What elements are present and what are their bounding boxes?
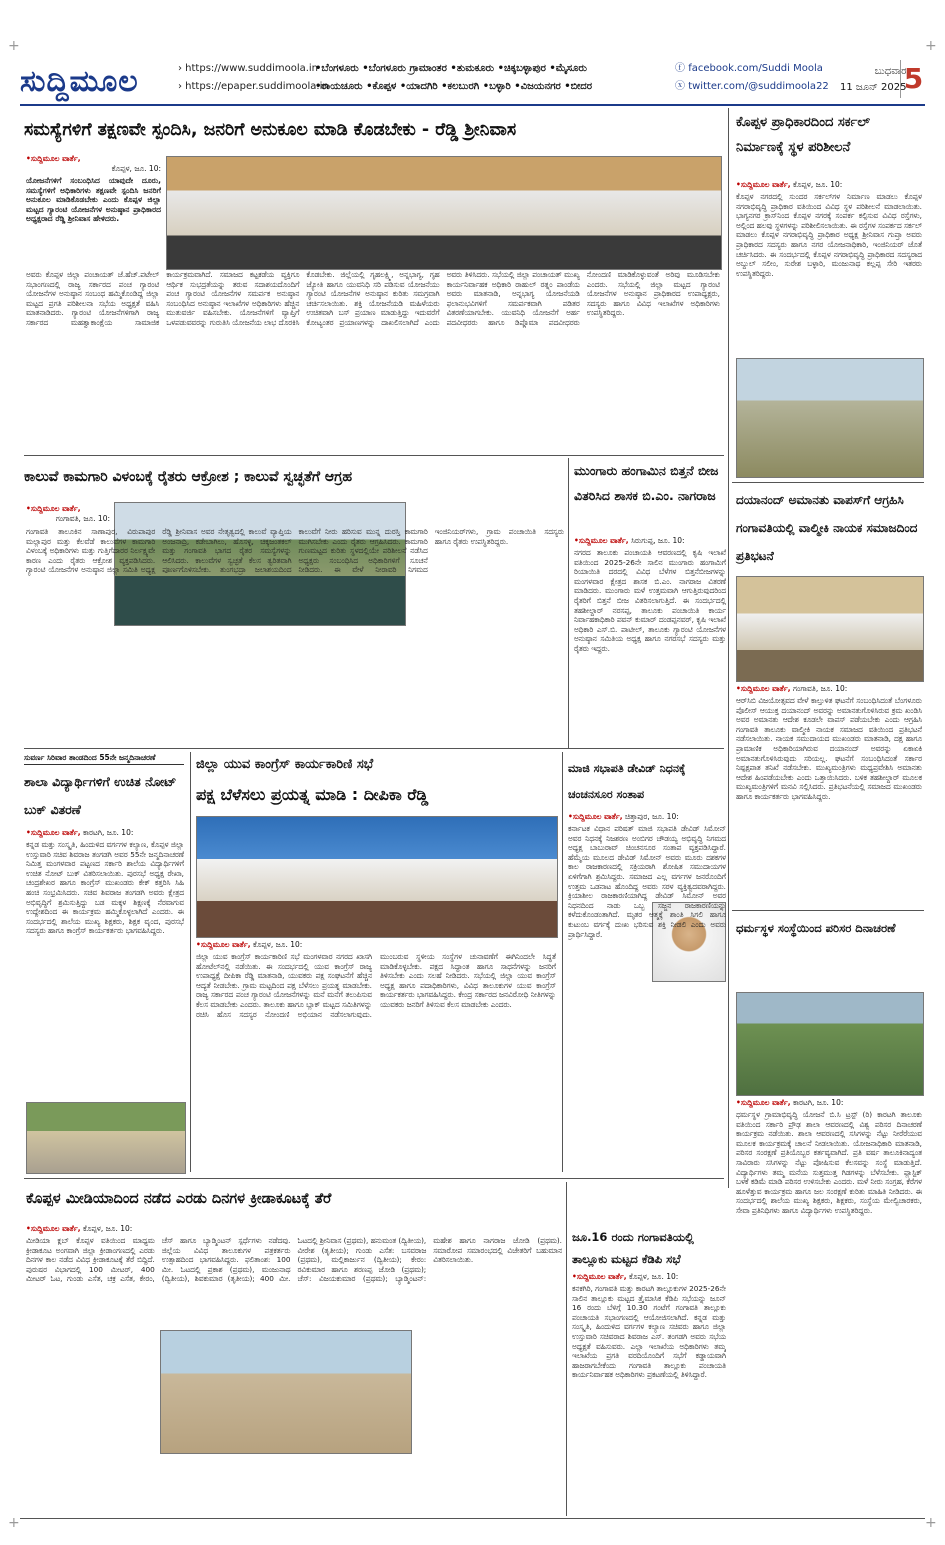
kdp-headline: ಜೂ.16 ರಂದು ಗಂಗಾವತಿಯಲ್ಲಿ ತಾಲ್ಲೂಕು ಮಟ್ಟದ ಕೆಡಿಪಿ ಸಭೆ <box>572 1230 694 1266</box>
canal-headline: ಕಾಲುವೆ ಕಾಮಗಾರಿ ವಿಳಂಬಕ್ಕೆ ರೈತರು ಆಕ್ರೋಶ ; ಕಾಲುವೆ ಸ್ವಚ್ಛತೆಗೆ ಆಗ್ರಹ <box>24 469 353 485</box>
dharmasthala-byline <box>736 1098 922 1108</box>
walmiki-photo <box>736 576 924 682</box>
lead-intro: ಯೋಜನೆಗಳಿಗೆ ಸಂಬಂಧಿಸಿದ ಯಾವುದೇ ದೂರು, ಸಮಸ್ಯೆಗಳಿಗೆ ಅಧಿಕಾರಿಗಳು ತಕ್ಷಣವೇ ಸ್ಪಂದಿಸಿ ಜನರಿಗೆ ಅನುಕೂಲ ಮಾಡಿಕೊಡಬೇಕು ಎಂದು ಕೊಪ್ಪಳ ಜಿಲ್ಲಾ ಮಟ್ಟದ ಗ್ಯಾರಂಟಿ ಯೋಜನೆಗಳ ಅನುಷ್ಠಾನ ಪ್ರಾಧಿಕಾರದ ಅಧ್ಯಕ್ಷರಾದ ರೆಡ್ಡಿ ಶ್ರೀನಿವಾಸ ಹೇಳಿದರು. <box>26 176 161 224</box>
dateline: ಕೊಪ್ಪಳ, ಜೂ. 10: <box>252 940 303 949</box>
canal-byline <box>26 504 110 524</box>
column-divider <box>568 458 569 748</box>
dateline: ಕಾರಟಗಿ, ಜೂ. 10: <box>792 1098 844 1107</box>
dateline: ಸಿರುಗುಪ್ಪ, ಜೂ. 10: <box>630 536 685 545</box>
seeds-body: ನಗರದ ತಾಲೂಕು ಪಂಚಾಯತಿ ಆವರಣದಲ್ಲಿ ಕೃಷಿ ಇಲಾಖೆ ವತಿಯಿಂದ 2025-26ನೇ ಸಾಲಿನ ಮುಂಗಾರು ಹಂಗಾಮಿಗೆ ರಿಯಾಯಿತಿ ದರದಲ್ಲಿ ವಿವಿಧ ಬೆಳೆಗಳ ಬಿತ್ತನೆಬೀಜಗಳನ್ನು ಮಂಗಳವಾರ ಕ್ಷೇತ್ರದ ಶಾಸಕ ಬಿ.ಎಂ. ನಾಗರಾಜ ವಿತರಣೆ ಮಾಡಿದರು. ಮುಂಗಾರು ಮಳೆ ಉತ್ತಮವಾಗಿ ಆಗುತ್ತಿರುವುದರಿಂದ ರೈತರಿಗೆ ಬಿತ್ತನೆ ಬೀಜ ವಿತರಿಸಲಾಗುತ್ತಿದೆ. ಈ ಸಂದರ್ಭದಲ್ಲಿ ತಹಶೀಲ್ದಾರ್ ನರಸಪ್ಪ, ತಾಲೂಕು ಪಂಚಾಯಿತಿ ಕಾರ್ಯ ನಿರ್ವಾಹಕಾಧಿಕಾರಿ ಪವನ್ ಕುಮಾರ್ ದಂಡಪ್ಪನವರ್, ಕೃಷಿ ಇಲಾಖೆ ಅಧಿಕಾರಿ ಎಸ್.ಬಿ. ಪಾಟೀಲ್, ತಾಲೂಕು ಗ್ಯಾರಂಟಿ ಯೋಜನೆಗಳ ಅನುಷ್ಠಾನ ಸಮಿತಿಯ ಅಧ್ಯಕ್ಷ ಹಾಗೂ ನಗರಸಭೆ ಸದಸ್ಯರು ಮತ್ತು ರೈತರು ಇದ್ದರು. <box>574 548 726 653</box>
dateline: ಕೊಪ್ಪಳ, ಜೂ. 10: <box>82 1224 133 1233</box>
city-editions <box>315 60 675 96</box>
twitter-link[interactable] <box>675 78 829 96</box>
twitter-icon: ⓧ <box>675 81 689 92</box>
column-divider <box>562 752 563 1172</box>
dateline: ಕೊಪ್ಪಳ, ಜೂ. 10: <box>628 1272 679 1281</box>
byline-label: •ಸುದ್ದಿಮೂಲ ವಾರ್ತೆ, <box>196 940 251 949</box>
byline-label: •ಸುದ್ದಿಮೂಲ ವಾರ್ತೆ, <box>26 1224 81 1233</box>
website-link[interactable]: › https://www.suddimoola.in <box>178 63 319 74</box>
dateline: ಕೊಪ್ಪಳ, ಜೂ. 10: <box>792 180 843 189</box>
byline-label: •ಸುದ್ದಿಮೂಲ ವಾರ್ತೆ, <box>26 828 81 837</box>
dateline: ಕಾರಟಗಿ, ಜೂ. 10: <box>82 828 134 837</box>
registration-mark-bottom-left: + <box>8 1515 20 1531</box>
youth-photo <box>196 816 558 938</box>
column-divider <box>190 752 191 1172</box>
registration-mark-top-right: + <box>925 38 937 54</box>
facebook-handle: facebook.com/Suddi Moola <box>688 63 823 74</box>
lead-photo <box>166 156 722 270</box>
byline-label: •ಸುದ್ದಿಮೂಲ ವಾರ್ತೆ, <box>736 684 791 693</box>
page-number: 5 <box>900 60 926 98</box>
seeds-byline <box>574 536 726 546</box>
city-list-row-2: •ರಾಯಚೂರು •ಕೊಪ್ಪಳ •ಯಾದಗಿರಿ •ಕಲಬುರಗಿ •ಬಳ್ಳಾರಿ •ವಿಜಯನಗರ •ಬೀದರ <box>315 81 592 92</box>
school-body: ಕನ್ನಡ ಮತ್ತು ಸಂಸ್ಕೃತಿ, ಹಿಂದುಳಿದ ವರ್ಗಗಳ ಕಲ್ಯಾಣ, ಕೊಪ್ಪಳ ಜಿಲ್ಲಾ ಉಸ್ತುವಾರಿ ಸಚಿವ ಶಿವರಾಜ ತಂಗಡಗಿ ಅವರ 55ನೇ ಜನ್ಮದಿನಾಚರಣೆ ನಿಮಿತ್ತ ಮಂಗಳವಾರ ಪಟ್ಟಣದ ಸರ್ಕಾರಿ ಶಾಲೆಯ ವಿದ್ಯಾರ್ಥಿಗಳಿಗೆ ಉಚಿತ ನೋಟ್ ಬುಕ್ ವಿತರಿಸಲಾಯಿತು. ಪುರಸಭೆ ಅಧ್ಯಕ್ಷ ರೇಖಾ, ಚಂದ್ರಶೇಖರ ಹಾಗೂ ಕಾಂಗ್ರೆಸ್ ಮುಖಂಡರು ಕೇಕ್ ಕತ್ತರಿಸಿ ಸಿಹಿ ಹಂಚಿ ಸಂಭ್ರಮಿಸಿದರು. ಸಚಿವ ಶಿವರಾಜ ತಂಗಡಗಿ ಅವರು ಕ್ಷೇತ್ರದ ಅಭಿವೃದ್ಧಿಗೆ ಶ್ರಮಿಸುತ್ತಿದ್ದು ಬಡ ಮಕ್ಕಳ ಶಿಕ್ಷಣಕ್ಕೆ ನೆರವಾಗುವ ಉದ್ದೇಶದಿಂದ ಈ ಕಾರ್ಯಕ್ರಮ ಹಮ್ಮಿಕೊಳ್ಳಲಾಗಿದೆ ಎಂದರು. ಈ ಸಂದರ್ಭದಲ್ಲಿ ಶಾಲೆಯ ಮುಖ್ಯ ಶಿಕ್ಷಕರು, ಶಿಕ್ಷಕ ವೃಂದ, ಪುರಸಭೆ ಸದಸ್ಯರು ಹಾಗೂ ಕಾಂಗ್ರೆಸ್ ಕಾರ್ಯಕರ್ತರು ಭಾಗವಹಿಸಿದ್ದರು. <box>26 840 184 936</box>
canal-body: ಗಂಗಾವತಿ ತಾಲೂಕಿನ ಸಾಣಾಪುರ, ವಿರುಪಾಪುರ ಮಲ್ಲಾಪುರ ಮತ್ತು ಕೆಲವೆಡೆ ಕಾಲುವೆಗಳ ಕಾಮಗಾರಿ ವಿಳಂಬಕ್ಕೆ ಅಧಿಕಾರಿಗಳು ಮತ್ತು ಗುತ್ತಿಗೆದಾರರ ನಿರ್ಲಕ್ಷ್ಯವೇ ಕಾರಣ ಎಂದು ರೈತರು ಆಕ್ರೋಶ ವ್ಯಕ್ತಪಡಿಸಿದರು. ಗ್ಯಾರಂಟಿ ಯೋಜನೆಗಳ ಅನುಷ್ಠಾನ ಜಿಲ್ಲಾ ಸಮಿತಿ ಅಧ್ಯಕ್ಷ ರೆಡ್ಡಿ ಶ್ರೀನಿವಾಸ ಅವರ ನೇತೃತ್ವದಲ್ಲಿ ಕಾಲುವೆ ವ್ಯಾಪ್ತಿಯ ಅಂಜನಾದ್ರಿ, ಕಡೇಬಾಗಿಲು, ಹೊಸಳ್ಳಿ, ಚಿಕ್ಕಜಂತಕಲ್ ಮತ್ತು ಗಂಗಾವತಿ ಭಾಗದ ರೈತರ ಸಮಸ್ಯೆಗಳನ್ನು ಆಲಿಸಿದರು. ಕಾಲುವೆಗಳ ಸ್ವಚ್ಛತೆ ಕೆಲಸ ತ್ವರಿತವಾಗಿ ಪೂರ್ಣಗೊಳಿಸಬೇಕು. ತುಂಗಭದ್ರಾ ಜಲಾಶಯದಿಂದ ಕಾಲುವೆಗೆ ನೀರು ಹರಿಸುವ ಮುನ್ನ ದುರಸ್ತಿ ಕಾಮಗಾರಿ ಮುಗಿಸಬೇಕು ಎಂದು ರೈತರು ಆಗ್ರಹಿಸಿದರು. ಕಾಮಗಾರಿ ಗುಣಮಟ್ಟದ ಕುರಿತು ಸ್ಥಳದಲ್ಲಿಯೇ ಪರಿಶೀಲನೆ ನಡೆಸಿದ ಅಧ್ಯಕ್ಷರು ಸಂಬಂಧಿಸಿದ ಅಧಿಕಾರಿಗಳಿಗೆ ಸೂಚನೆ ನೀಡಿದರು. ಈ ವೇಳೆ ನೀರಾವರಿ ನಿಗಮದ ಇಂಜಿನಿಯರ್‌ಗಳು, ಗ್ರಾಮ ಪಂಚಾಯಿತಿ ಸದಸ್ಯರು ಹಾಗೂ ರೈತರು ಉಪಸ್ಥಿತರಿದ್ದರು. <box>26 527 564 575</box>
epaper-link[interactable]: › https://epaper.suddimoola.in <box>178 81 329 92</box>
facebook-icon: ⓕ <box>675 63 689 74</box>
dateline: ಕೊಪ್ಪಳ, ಜೂ. 10: <box>111 164 161 173</box>
youth-headline: ಪಕ್ಷ ಬೆಳೆಸಲು ಪ್ರಯತ್ನ ಮಾಡಿ : ದೀಪಿಕಾ ರೆಡ್ಡಿ <box>196 785 429 804</box>
byline-label: •ಸುದ್ದಿಮೂಲ ವಾರ್ತೆ, <box>26 504 81 513</box>
school-kicker <box>24 752 184 765</box>
seeds-headline: ಮುಂಗಾರು ಹಂಗಾಮಿನ ಬಿತ್ತನೆ ಬೀಜ ವಿತರಿಸಿದ ಶಾಸಕ ಬಿ.ಎಂ. ನಾಗರಾಜ <box>574 463 719 503</box>
sports-body: ಮೀಡಿಯಾ ಕ್ಲಬ್ ಕೊಪ್ಪಳ ವತಿಯಿಂದ ಮಾಧ್ಯಮ ಕ್ರೀಡಾಕೂಟ ಅಂಗವಾಗಿ ಜಿಲ್ಲಾ ಕ್ರೀಡಾಂಗಣದಲ್ಲಿ ಎರಡು ದಿನಗಳ ಕಾಲ ನಡೆದ ವಿವಿಧ ಕ್ರೀಡಾಕೂಟಕ್ಕೆ ತೆರೆ ಬಿದ್ದಿದೆ. ಪುರುಷರ ವಿಭಾಗದಲ್ಲಿ 100 ಮೀಟರ್, 400 ಮೀಟರ್ ಓಟ, ಗುಂಡು ಎಸೆತ, ಚಕ್ರ ಎಸೆತ, ಕೇರಂ, ಚೆಸ್ ಹಾಗೂ ಬ್ಯಾಡ್ಮಿಂಟನ್ ಸ್ಪರ್ಧೆಗಳು ನಡೆದವು. ಜಿಲ್ಲೆಯ ವಿವಿಧ ತಾಲೂಕುಗಳ ಪತ್ರಕರ್ತರು ಉತ್ಸಾಹದಿಂದ ಭಾಗವಹಿಸಿದ್ದರು. ಫಲಿತಾಂಶ: 100 ಮೀ. ಓಟದಲ್ಲಿ ಪ್ರಕಾಶ (ಪ್ರಥಮ), ಮಂಜುನಾಥ (ದ್ವಿತೀಯ), ಶಿವಕುಮಾರ (ತೃತೀಯ); 400 ಮೀ. ಓಟದಲ್ಲಿ ಶ್ರೀನಿವಾಸ (ಪ್ರಥಮ), ಹನುಮಂತ (ದ್ವಿತೀಯ), ವೀರೇಶ (ತೃತೀಯ); ಗುಂಡು ಎಸೆತ: ಬಸವರಾಜ (ಪ್ರಥಮ), ಮಲ್ಲಿಕಾರ್ಜುನ (ದ್ವಿತೀಯ); ಕೇರಂ: ರವಿಕುಮಾರ ಹಾಗೂ ಶರಣಪ್ಪ ಜೋಡಿ (ಪ್ರಥಮ); ಚೆಸ್: ವಿಜಯಕುಮಾರ (ಪ್ರಥಮ); ಬ್ಯಾಡ್ಮಿಂಟನ್: ಮಹೇಶ ಹಾಗೂ ನಾಗರಾಜ ಜೋಡಿ (ಪ್ರಥಮ). ಸಮಾರೋಪ ಸಮಾರಂಭದಲ್ಲಿ ವಿಜೇತರಿಗೆ ಬಹುಮಾನ ವಿತರಿಸಲಾಯಿತು. <box>26 1236 562 1284</box>
kdp-body: ಕನಕಗಿರಿ, ಗಂಗಾವತಿ ಮತ್ತು ಕಾರಟಗಿ ತಾಲ್ಲೂಕುಗಳ 2025-26ನೇ ಸಾಲಿನ ತಾಲ್ಲೂಕು ಮಟ್ಟದ ತ್ರೈಮಾಸಿಕ ಕೆಡಿಪಿ ಸಭೆಯನ್ನು ಜೂನ್ 16 ರಂದು ಬೆಳಿಗ್ಗೆ 10.30 ಗಂಟೆಗೆ ಗಂಗಾವತಿ ತಾಲ್ಲೂಕು ಪಂಚಾಯತಿ ಸಭಾಂಗಣದಲ್ಲಿ ಆಯೋಜಿಸಲಾಗಿದೆ. ಕನ್ನಡ ಮತ್ತು ಸಂಸ್ಕೃತಿ, ಹಿಂದುಳಿದ ವರ್ಗಗಳ ಕಲ್ಯಾಣ ಸಚಿವರು ಹಾಗೂ ಜಿಲ್ಲಾ ಉಸ್ತುವಾರಿ ಸಚಿವರಾದ ಶಿವರಾಜ ಎಸ್. ತಂಗಡಗಿ ಅವರು ಸಭೆಯ ಅಧ್ಯಕ್ಷತೆ ವಹಿಸುವರು. ಎಲ್ಲಾ ಇಲಾಖೆಯ ಅಧಿಕಾರಿಗಳು ತಮ್ಮ ಇಲಾಖೆಯ ಪ್ರಗತಿ ವರದಿಯೊಂದಿಗೆ ಸಭೆಗೆ ಕಡ್ಡಾಯವಾಗಿ ಹಾಜರಾಗಬೇಕೆಂದು ಗಂಗಾವತಿ ತಾಲ್ಲೂಕು ಪಂಚಾಯತಿ ಕಾರ್ಯನಿರ್ವಾಹಕ ಅಧಿಕಾರಿಗಳು ಪ್ರಕಟಣೆಯಲ್ಲಿ ತಿಳಿಸಿದ್ದಾರೆ. <box>572 1284 726 1380</box>
dateline: ಗಂಗಾವತಿ, ಜೂ. 10: <box>55 514 110 523</box>
walmiki-headline: ದಯಾನಂದ್ ಅಮಾನತು ವಾಪಸ್‌ಗೆ ಆಗ್ರಹಿಸಿ ಗಂಗಾವತಿಯಲ್ಲಿ ವಾಲ್ಮೀಕಿ ನಾಯಕ ಸಮಾಜದಿಂದ ಪ್ರತಿಭಟನೆ <box>736 493 918 563</box>
masthead-rule <box>20 104 925 106</box>
dateline: ಗಂಗಾವತಿ, ಜೂ. 10: <box>792 684 848 693</box>
byline-label: •ಸುದ್ದಿಮೂಲ ವಾರ್ತೆ, <box>572 1272 627 1281</box>
kicker-text: ಸುವರ್ಣ ಸಿರಿವಾರ ತಾಂಡದಿಂದ 55ನೇ ಜನ್ಮದಿನಾಚರಣೆ <box>24 753 156 762</box>
facebook-link[interactable] <box>675 60 829 78</box>
section-divider <box>732 910 924 911</box>
lead-byline <box>26 154 161 174</box>
column-divider <box>566 1182 567 1516</box>
byline-label: •ಸುದ್ದಿಮೂಲ ವಾರ್ತೆ, <box>568 812 623 821</box>
right-top-headline: ಕೊಪ್ಪಳ ಪ್ರಾಧಿಕಾರದಿಂದ ಸರ್ಕಲ್ ನಿರ್ಮಾಣಕ್ಕೆ ಸ್ಥಳ ಪರಿಶೀಲನೆ <box>736 115 870 155</box>
social-links <box>675 60 829 96</box>
school-photo <box>26 1102 186 1174</box>
section-divider <box>732 482 924 483</box>
weekday: ಬುಧವಾರ <box>874 66 907 77</box>
obituary-body: ಕರ್ನಾಟಕ ವಿಧಾನ ಪರಿಷತ್ ಮಾಜಿ ಸಭಾಪತಿ ಡೇವಿಡ್ ಸಿಮೋನ್ ಅವರ ನಿಧನಕ್ಕೆ ನಿಜಶರಣ ಅಂಬಿಗರ ಚೌಡಯ್ಯ ಅಭಿವೃದ್ಧಿ ನಿಗಮದ ಅಧ್ಯಕ್ಷ ಬಾಬುರಾವ್ ಚಿಂಚನಸೂರ ಸಂತಾಪ ವ್ಯಕ್ತಪಡಿಸಿದ್ದಾರೆ. ಹೆಮ್ಮೆಯ ಮೂಲದ ಡೇವಿಡ್ ಸಿಮೋನ್ ಅವರು ಮೂರು ದಶಕಗಳ ಕಾಲ ರಾಜಕಾರಣದಲ್ಲಿ ಸಕ್ರಿಯರಾಗಿ ಶೋಷಿತ ಸಮುದಾಯಗಳ ಏಳಿಗೆಗಾಗಿ ಶ್ರಮಿಸಿದ್ದರು. ಸಮಾಜದ ಎಲ್ಲ ವರ್ಗಗಳ ಜನರೊಂದಿಗೆ ಉತ್ತಮ ಒಡನಾಟ ಹೊಂದಿದ್ದ ಅವರು ಸರಳ ವ್ಯಕ್ತಿತ್ವದವರಾಗಿದ್ದರು. ಕ್ರಿಯಾಶೀಲ ರಾಜಕಾರಣಿಯಾಗಿದ್ದ ಡೇವಿಡ್ ಸಿಮೋನ್ ಅವರ ನಿಧನದಿಂದ ನಾಡು ಒಬ್ಬ ಸಜ್ಜನ ರಾಜಕಾರಣಿಯನ್ನು ಕಳೆದುಕೊಂಡಂತಾಗಿದೆ. ಮೃತರ ಆತ್ಮಕ್ಕೆ ಶಾಂತಿ ಸಿಗಲಿ ಹಾಗೂ ಕುಟುಂಬ ವರ್ಗಕ್ಕೆ ದುಃಖ ಭರಿಸುವ ಶಕ್ತಿ ನೀಡಲಿ ಎಂದು ಅವರು ಪ್ರಾರ್ಥಿಸಿದ್ದಾರೆ. <box>568 824 726 939</box>
newspaper-logo: ಸುದ್ದಿಮೂಲ <box>20 64 139 99</box>
right-top-body: ಕೊಪ್ಪಳ ನಗರದಲ್ಲಿ ಸುಂದರ ಸರ್ಕಲ್‌ಗಳ ನಿರ್ಮಾಣ ಮಾಡಲು ಕೊಪ್ಪಳ ನಗರಾಭಿವೃದ್ಧಿ ಪ್ರಾಧಿಕಾರ ವತಿಯಿಂದ ವಿವಿಧ ಸ್ಥಳ ಪರಿಶೀಲನೆ ಮಾಡಲಾಯಿತು. ಭಾಗ್ಯನಗರ ಕ್ರಾಸ್‌ನಿಂದ ಕೊಪ್ಪಳ ನಗರಕ್ಕೆ ಸಂಪರ್ಕ ಕಲ್ಪಿಸುವ ವಿವಿಧ ರಸ್ತೆಗಳು, ಅಲ್ಲಿಂದ ಹಲವು ಸ್ಥಳಗಳನ್ನು ಪರಿಶೀಲಿಸಲಾಯಿತು. ಈ ರಸ್ತೆಗಳ ಸಂಪರ್ಕದ ಸರ್ಕಲ್ ಮಾಡಲು ಕೊಪ್ಪಳ ನಗರಾಭಿವೃದ್ಧಿ ಪ್ರಾಧಿಕಾರ ಅಧ್ಯಕ್ಷ ಶ್ರೀನಿವಾಸ ಗುಪ್ತಾ ಅವರು ಪ್ರಾಧಿಕಾರದ ಸದಸ್ಯರು ಹಾಗೂ ನಗರ ಯೋಜನಾಧಿಕಾರಿ, ಇಂಜಿನಿಯರ್ ಜೊತೆ ಚರ್ಚಿಸಿದರು. ಈ ಸಂದರ್ಭದಲ್ಲಿ ಕೊಪ್ಪಳ ನಗರಾಭಿವೃದ್ಧಿ ಪ್ರಾಧಿಕಾರದ ಸದಸ್ಯರಾದ ಅಬ್ದುಲ್ ಸಲೀಂ, ಸುರೇಶ ಬಳ್ಳಾರಿ, ಮಂಜುನಾಥ ಕಲ್ಲಪ್ಪ ಸೇರಿ ಇತರರು ಉಪಸ್ಥಿತರಿದ್ದರು. <box>736 192 922 278</box>
obituary-byline <box>568 812 726 822</box>
section-divider <box>24 455 724 456</box>
issue-date <box>840 64 906 96</box>
kdp-byline <box>572 1272 726 1282</box>
dateline: ಚಿತ್ತಾಪುರ, ಜೂ. 10: <box>624 812 679 821</box>
walmiki-body: ಆರ್‌ಸಿಬಿ ವಿಜಯೋತ್ಸವದ ವೇಳೆ ಕಾಲ್ತುಳಿತ ಘಟನೆಗೆ ಸಂಬಂಧಿಸಿದಂತೆ ಬೆಂಗಳೂರು ಪೊಲೀಸ್ ಆಯುಕ್ತ ದಯಾನಂದ್ ಅವರನ್ನು ಅಮಾನತುಗೊಳಿಸಿರುವ ಕ್ರಮ ಖಂಡಿಸಿ ಅವರ ಅಮಾನತು ಆದೇಶ ಕೂಡಲೇ ವಾಪಸ್ ಪಡೆಯಬೇಕು ಎಂದು ಆಗ್ರಹಿಸಿ ಗಂಗಾವತಿ ತಾಲೂಕು ವಾಲ್ಮೀಕಿ ನಾಯಕ ಸಮಾಜದ ವತಿಯಿಂದ ಪ್ರತಿಭಟನೆ ನಡೆಸಲಾಯಿತು. ನಾಯಕ ಸಮುದಾಯದ ಮುಖಂಡರು ಮಾತನಾಡಿ, ದಕ್ಷ ಹಾಗೂ ಪ್ರಾಮಾಣಿಕ ಅಧಿಕಾರಿಯಾಗಿರುವ ದಯಾನಂದ್ ಅವರನ್ನು ಏಕಾಏಕಿ ಅಮಾನತುಗೊಳಿಸಿರುವುದು ಸರಿಯಲ್ಲ. ಘಟನೆಗೆ ಸಂಬಂಧಿಸಿದಂತೆ ಸರ್ಕಾರ ನಿಷ್ಪಕ್ಷಪಾತ ತನಿಖೆ ನಡೆಸಬೇಕು. ಮುಖ್ಯಮಂತ್ರಿಗಳು ಮಧ್ಯಪ್ರವೇಶಿಸಿ ಅಮಾನತು ಆದೇಶ ಹಿಂಪಡೆಯಬೇಕು ಎಂದು ಒತ್ತಾಯಿಸಿದರು. ಬಳಿಕ ತಹಶೀಲ್ದಾರ್ ಮೂಲಕ ಮುಖ್ಯಮಂತ್ರಿಗಳಿಗೆ ಮನವಿ ಸಲ್ಲಿಸಿದರು. ಪ್ರತಿಭಟನೆಯಲ್ಲಿ ಸಮಾಜದ ಮುಖಂಡರು ಹಾಗೂ ಕಾರ್ಯಕರ್ತರು ಭಾಗವಹಿಸಿದ್ದರು. <box>736 696 922 801</box>
youth-body: ಜಿಲ್ಲಾ ಯುವ ಕಾಂಗ್ರೆಸ್ ಕಾರ್ಯಕಾರಿಣಿ ಸಭೆ ಮಂಗಳವಾರ ನಗರದ ಖಾಸಗಿ ಹೋಟೆಲ್‌ನಲ್ಲಿ ನಡೆಯಿತು. ಈ ಸಂದರ್ಭದಲ್ಲಿ ಯುವ ಕಾಂಗ್ರೆಸ್ ರಾಜ್ಯ ಉಪಾಧ್ಯಕ್ಷೆ ದೀಪಿಕಾ ರೆಡ್ಡಿ ಮಾತನಾಡಿ, ಯುವಕರು ಪಕ್ಷ ಸಂಘಟನೆಗೆ ಹೆಚ್ಚಿನ ಆದ್ಯತೆ ನೀಡಬೇಕು. ಗ್ರಾಮ ಮಟ್ಟದಿಂದ ಪಕ್ಷ ಬೆಳೆಸಲು ಪ್ರಯತ್ನ ಮಾಡಬೇಕು. ರಾಜ್ಯ ಸರ್ಕಾರದ ಪಂಚ ಗ್ಯಾರಂಟಿ ಯೋಜನೆಗಳನ್ನು ಮನೆ ಮನೆಗೆ ತಲುಪಿಸುವ ಕೆಲಸ ಮಾಡಬೇಕು ಎಂದರು. ತಾಲೂಕು ಹಾಗೂ ಬ್ಲಾಕ್ ಮಟ್ಟದ ಸಮಿತಿಗಳನ್ನು ರಚಿಸಿ ಹೊಸ ಸದಸ್ಯರ ನೋಂದಣಿ ಅಭಿಯಾನ ನಡೆಸಲಾಗುವುದು. ಮುಂಬರುವ ಸ್ಥಳೀಯ ಸಂಸ್ಥೆಗಳ ಚುನಾವಣೆಗೆ ಈಗಿನಿಂದಲೇ ಸಿದ್ಧತೆ ಮಾಡಿಕೊಳ್ಳಬೇಕು. ಪಕ್ಷದ ಸಿದ್ಧಾಂತ ಹಾಗೂ ಸಾಧನೆಗಳನ್ನು ಜನರಿಗೆ ತಿಳಿಸಬೇಕು ಎಂದು ಸಲಹೆ ನೀಡಿದರು. ಸಭೆಯಲ್ಲಿ ಜಿಲ್ಲಾ ಯುವ ಕಾಂಗ್ರೆಸ್ ಅಧ್ಯಕ್ಷ ಹಾಗೂ ಪದಾಧಿಕಾರಿಗಳು, ವಿವಿಧ ತಾಲೂಕುಗಳ ಯುವ ಕಾಂಗ್ರೆಸ್ ಕಾರ್ಯಕರ್ತರು ಭಾಗವಹಿಸಿದ್ದರು. ಕೇಂದ್ರ ಸರ್ಕಾರದ ಜನವಿರೋಧಿ ನೀತಿಗಳನ್ನು ಯುವಕರು ಜನರಿಗೆ ತಿಳಿಸುವ ಕೆಲಸ ಮಾಡಬೇಕು ಎಂದರು. <box>196 952 556 1019</box>
lead-body: ಅವರು ಕೊಪ್ಪಳ ಜಿಲ್ಲಾ ಪಂಚಾಯತ್ ಜೆ.ಹೆಚ್.ಪಟೇಲ್ ಸಭಾಂಗಣದಲ್ಲಿ ರಾಜ್ಯ ಸರ್ಕಾರದ ಪಂಚ ಗ್ಯಾರಂಟಿ ಯೋಜನೆಗಳ ಅನುಷ್ಠಾನ ಸಂಬಂಧ ಹಮ್ಮಿಕೊಂಡಿದ್ದ ಜಿಲ್ಲಾ ಮಟ್ಟದ ಪ್ರಗತಿ ಪರಿಶೀಲನಾ ಸಭೆಯ ಅಧ್ಯಕ್ಷತೆ ವಹಿಸಿ ಮಾತನಾಡಿದರು. ಗ್ಯಾರಂಟಿ ಯೋಜನೆಗಳಿಗಾಗಿ ರಾಜ್ಯ ಸರ್ಕಾರದ ಮಹತ್ವಾಕಾಂಕ್ಷೆಯ ಸಾಮಾಜಿಕ ಕಾರ್ಯಕ್ರಮವಾಗಿದೆ. ಸಮಾಜದ ಕಟ್ಟಕಡೆಯ ವ್ಯಕ್ತಿಗೂ ಆರ್ಥಿಕ ಸುಭದ್ರತೆಯನ್ನು ತರುವ ಸದಾಶಯದೊಂದಿಗೆ ಪಂಚ ಗ್ಯಾರಂಟಿ ಯೋಜನೆಗಳ ಸಮರ್ಪಕ ಅನುಷ್ಠಾನ ಸಂಬಂಧಿಸಿದ ಅನುಷ್ಠಾನ ಇಲಾಖೆಗಳ ಅಧಿಕಾರಿಗಳು ಹೆಚ್ಚಿನ ಮುತುವರ್ಜಿ ವಹಿಸಬೇಕು. ಯೋಜನೆಗಳಿಗೆ ವ್ಯಾಪ್ತಿಗೆ ಒಳಪಡುವವರನ್ನು ಗುರುತಿಸಿ ಯೋಜನೆಯ ಲಾಭ ದೊರಕಿಸಿ ಕೊಡಬೇಕು. ಜಿಲ್ಲೆಯಲ್ಲಿ ಗೃಹಲಕ್ಷ್ಮಿ, ಅನ್ನಭಾಗ್ಯ, ಗೃಹ ಜ್ಯೋತಿ ಹಾಗೂ ಯುವನಿಧಿ ಸರಿ ಪಡಿಸುವ ಯೋಜನೆಯು ಗ್ಯಾರಂಟಿ ಯೋಜನೆಗಳ ಅನುಷ್ಠಾನ ಕುರಿತು ಸಮಗ್ರವಾಗಿ ಚರ್ಚಿಸಲಾಯಿತು. ಶಕ್ತಿ ಯೋಜನೆಯಡಿ ಮಹಿಳೆಯರು ಉಚಿತವಾಗಿ ಬಸ್ ಪ್ರಯಾಣ ಮಾಡುತ್ತಿದ್ದು ಇದುವರೆಗೆ ಕೋಟ್ಯಂತರ ಪ್ರಯಾಣಗಳನ್ನು ದಾಖಲಿಸಲಾಗಿದೆ ಎಂದು ಅವರು ತಿಳಿಸಿದರು. ಸಭೆಯಲ್ಲಿ ಜಿಲ್ಲಾ ಪಂಚಾಯತ್ ಮುಖ್ಯ ಕಾರ್ಯನಿರ್ವಾಹಕ ಅಧಿಕಾರಿ ರಾಹುಲ್ ರತ್ನಂ ಪಾಂಡೆಯ ಅವರು ಮಾತನಾಡಿ, ಅನ್ನಭಾಗ್ಯ ಯೋಜನೆಯಡಿ ಫಲಾನುಭವಿಗಳಿಗೆ ಸಮರ್ಪಕವಾಗಿ ಪಡಿತರ ವಿತರಣೆಯಾಗಬೇಕು. ಯುವನಿಧಿ ಯೋಜನೆಗೆ ಅರ್ಹ ಪದವೀಧರರು ಹಾಗೂ ಡಿಪ್ಲೊಮಾ ಪದವೀಧರರು ನೋಂದಣಿ ಮಾಡಿಕೊಳ್ಳುವಂತೆ ಅರಿವು ಮೂಡಿಸಬೇಕು ಎಂದರು. ಸಭೆಯಲ್ಲಿ ಜಿಲ್ಲಾ ಮಟ್ಟದ ಗ್ಯಾರಂಟಿ ಯೋಜನೆಗಳ ಅನುಷ್ಠಾನ ಪ್ರಾಧಿಕಾರದ ಉಪಾಧ್ಯಕ್ಷರು, ಸದಸ್ಯರು ಹಾಗೂ ವಿವಿಧ ಇಲಾಖೆಗಳ ಅಧಿಕಾರಿಗಳು ಉಪಸ್ಥಿತರಿದ್ದರು. <box>26 270 720 327</box>
website-links <box>178 60 329 96</box>
obituary-headline: ಮಾಜಿ ಸಭಾಪತಿ ಡೇವಿಡ್ ನಿಧನಕ್ಕೆ ಚಂಚನಸೂರ ಸಂತಾಪ <box>568 762 686 801</box>
walmiki-byline <box>736 684 922 694</box>
sports-byline <box>26 1224 154 1234</box>
masthead <box>20 58 925 102</box>
youth-kicker: ಜಿಲ್ಲಾ ಯುವ ಕಾಂಗ್ರೆಸ್ ಕಾರ್ಯಕಾರಿಣಿ ಸಭೆ <box>196 757 374 772</box>
school-headline: ಶಾಲಾ ವಿದ್ಯಾರ್ಥಿಗಳಿಗೆ ಉಚಿತ ನೋಟ್ ಬುಕ್ ವಿತರಣೆ <box>24 774 177 817</box>
registration-mark-bottom-right: + <box>925 1515 937 1531</box>
byline-label: •ಸುದ್ದಿಮೂಲ ವಾರ್ತೆ, <box>736 180 791 189</box>
school-byline <box>26 828 184 838</box>
dharmasthala-photo <box>736 992 924 1096</box>
column-divider <box>728 108 729 1188</box>
dharmasthala-body: ಧರ್ಮಸ್ಥಳ ಗ್ರಾಮಾಭಿವೃದ್ಧಿ ಯೋಜನೆ ಬಿ.ಸಿ ಟ್ರಸ್ಟ್ (ರಿ) ಕಾರಟಗಿ ತಾಲೂಕು ವತಿಯಿಂದ ಸರ್ಕಾರಿ ಪ್ರೌಢ ಶಾಲಾ ಆವರಣದಲ್ಲಿ ವಿಶ್ವ ಪರಿಸರ ದಿನಾಚರಣೆ ಕಾರ್ಯಕ್ರಮ ನಡೆಯಿತು. ಶಾಲಾ ಆವರಣದಲ್ಲಿ ಸಸಿಗಳನ್ನು ನೆಟ್ಟು ನೀರೆರೆಯುವ ಮೂಲಕ ಕಾರ್ಯಕ್ರಮಕ್ಕೆ ಚಾಲನೆ ನೀಡಲಾಯಿತು. ಯೋಜನಾಧಿಕಾರಿ ಮಾತನಾಡಿ, ಪರಿಸರ ಸಂರಕ್ಷಣೆ ಪ್ರತಿಯೊಬ್ಬರ ಕರ್ತವ್ಯವಾಗಿದೆ. ಪ್ರತಿ ವರ್ಷ ತಾಲೂಕಿನಾದ್ಯಂತ ಸಾವಿರಾರು ಸಸಿಗಳನ್ನು ನೆಟ್ಟು ಪೋಷಿಸುವ ಕೆಲಸವನ್ನು ಸಂಸ್ಥೆ ಮಾಡುತ್ತಿದೆ. ವಿದ್ಯಾರ್ಥಿಗಳು ತಮ್ಮ ಮನೆಯ ಸುತ್ತಮುತ್ತ ಗಿಡಗಳನ್ನು ಬೆಳೆಸಬೇಕು. ಪ್ಲಾಸ್ಟಿಕ್ ಬಳಕೆ ಕಡಿಮೆ ಮಾಡಿ ಪರಿಸರ ಉಳಿಸಬೇಕು ಎಂದರು. ಮಳೆ ನೀರು ಸಂಗ್ರಹ, ಕೆರೆಗಳ ಹೂಳೆತ್ತುವ ಕಾರ್ಯಕ್ರಮ ಹಾಗೂ ಜಲ ಸಂರಕ್ಷಣೆ ಕುರಿತು ಮಾಹಿತಿ ನೀಡಿದರು. ಈ ಸಂದರ್ಭದಲ್ಲಿ ಶಾಲೆಯ ಮುಖ್ಯ ಶಿಕ್ಷಕರು, ಶಿಕ್ಷಕರು, ಸಂಸ್ಥೆಯ ಮೇಲ್ವಿಚಾರಕರು, ಸೇವಾ ಪ್ರತಿನಿಧಿಗಳು ಹಾಗೂ ವಿದ್ಯಾರ್ಥಿಗಳು ಉಪಸ್ಥಿತರಿದ್ದರು. <box>736 1110 922 1215</box>
page-bottom-rule <box>20 1518 925 1519</box>
byline-label: •ಸುದ್ದಿಮೂಲ ವಾರ್ತೆ, <box>574 536 629 545</box>
sports-headline: ಕೊಪ್ಪಳ ಮೀಡಿಯಾದಿಂದ ನಡೆದ ಎರಡು ದಿನಗಳ ಕ್ರೀಡಾಕೂಟಕ್ಕೆ ತೆರೆ <box>26 1191 332 1207</box>
byline-label: •ಸುದ್ದಿಮೂಲ ವಾರ್ತೆ, <box>26 154 81 163</box>
dharmasthala-headline: ಧರ್ಮಸ್ಥಳ ಸಂಸ್ಥೆಯಿಂದ ಪರಿಸರ ದಿನಾಚರಣೆ <box>736 921 896 935</box>
date: 11 ಜೂನ್ 2025 <box>840 82 907 93</box>
youth-byline <box>196 940 356 950</box>
section-divider <box>24 1178 724 1179</box>
registration-mark-top-left: + <box>8 38 20 54</box>
lead-headline: ಸಮಸ್ಯೆಗಳಿಗೆ ತಕ್ಷಣವೇ ಸ್ಪಂದಿಸಿ, ಜನರಿಗೆ ಅನುಕೂಲ ಮಾಡಿ ಕೊಡಬೇಕು - ರೆಡ್ಡಿ ಶ್ರೀನಿವಾಸ <box>24 120 517 140</box>
section-divider <box>24 748 724 749</box>
right-top-photo <box>736 358 924 478</box>
city-list-row-1: •ಬೆಂಗಳೂರು •ಬೆಂಗಳೂರು ಗ್ರಾಮಾಂತರ •ತುಮಕೂರು •ಚಿಕ್ಕಬಳ್ಳಾಪುರ •ಮೈಸೂರು <box>315 63 587 74</box>
right-top-byline <box>736 180 922 190</box>
byline-label: •ಸುದ್ದಿಮೂಲ ವಾರ್ತೆ, <box>736 1098 791 1107</box>
twitter-handle: twitter.com/@suddimoola22 <box>688 81 829 92</box>
